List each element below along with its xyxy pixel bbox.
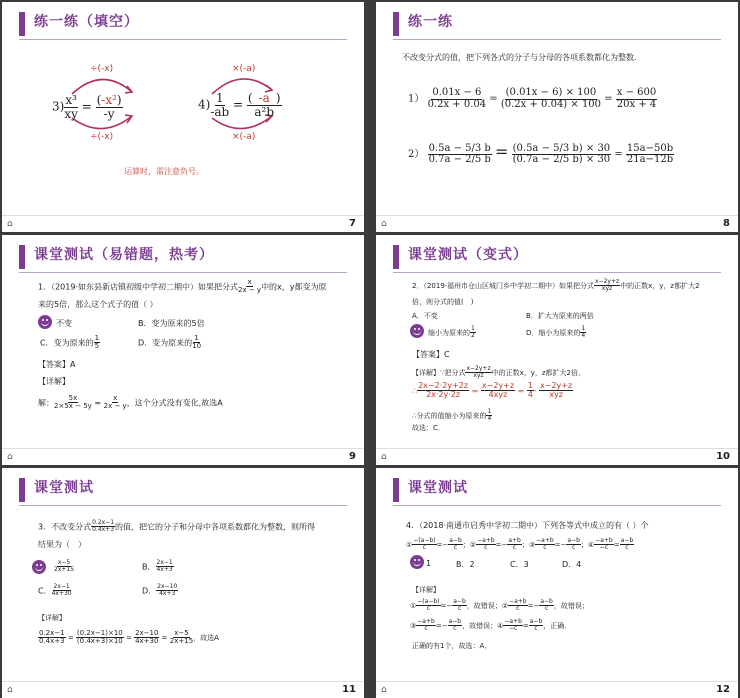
- page-number: 9: [349, 451, 356, 462]
- problem-3-right-fraction: $\frac{\text{(-x²)}}{-y}$: [96, 93, 122, 121]
- top-operation-3: ÷(-x): [90, 64, 114, 74]
- slide-title: 课堂测试: [34, 480, 94, 496]
- option-d[interactable]: D．4: [562, 560, 582, 569]
- expr-1-label: 1）: [408, 93, 425, 105]
- top-operation-4: ×(-a): [232, 64, 256, 74]
- slide-11[interactable]: [2, 468, 364, 698]
- detail-conclusion: 正确的有1个，故选：A．: [412, 642, 492, 650]
- option-c[interactable]: C．变为原来的 $\frac{1}{5}$: [40, 334, 100, 351]
- title-divider: [19, 272, 347, 273]
- question-line-1: 1．（2019·如东县新店镇初级中学初二期中）如果把分式 $\frac{x}{2x - y}$ 中的x，y都变为原: [38, 278, 327, 295]
- detail-derivation: ∴ $\frac{2x-2\cdot 2y+2z}{2x\cdot 2y\cdot 2z}$ = $\frac{x-2y+z}{\text{4xyz}}$ = $\frac{1}{4}$ · $\frac{x-2y+z}{\text{xyz}}$: [412, 381, 573, 400]
- title-accent-bar: [393, 12, 399, 36]
- option-d[interactable]: D． $\frac{2x-10}{4x+3}$: [142, 583, 178, 598]
- question-line-1: 3．不改变分式 $\frac{0.2x-1}{0.4x+3}$ 的值，把它的分子和分母中各项系数都化为整数，则所得: [38, 519, 316, 534]
- option-b[interactable]: B． $\frac{2x-1}{4x+3}$: [142, 559, 173, 574]
- detail-conclusion: ∴分式的值缩小为原来的 $\frac{1}{4}$: [412, 408, 492, 423]
- bottom-operation-3: ÷(-x): [90, 132, 114, 142]
- slide-8[interactable]: [376, 2, 738, 232]
- option-d[interactable]: D．缩小为原来的 $\frac{1}{4}$: [526, 325, 586, 340]
- home-icon[interactable]: ⌂: [381, 685, 387, 695]
- problem-4-label: 4): [198, 97, 211, 112]
- bottom-operation-4: ×(-a): [232, 132, 256, 142]
- expr-1-result: $\frac{x - 600}{20x + 4}$: [616, 87, 657, 110]
- problem-3-left-fraction: $\frac{\text{x³}}{xy}$: [64, 93, 78, 121]
- detail-label: 【详解】: [412, 586, 440, 594]
- expr-2-label: 2）: [408, 149, 425, 160]
- page-number: 12: [716, 684, 730, 695]
- home-icon[interactable]: ⌂: [7, 452, 13, 462]
- problem-4-left-fraction: $\frac{1}{-ab}$: [210, 91, 230, 119]
- question-fraction: $\frac{x}{2x - y}$: [238, 278, 262, 295]
- expr-2-multiplied: $\frac{(0.5a - 5/3 b) \times 30}{(0.7a - 2/5 b) \times 30}$: [512, 142, 611, 165]
- question-line-2: 结果为（ ）: [38, 540, 86, 549]
- problem-3: 3) $\frac{\text{x³}}{xy}$ = $\frac{\text{(-x²)}}{-y}$: [52, 93, 122, 121]
- option-a[interactable]: A．不变: [412, 312, 438, 320]
- instruction-text: 不改变分式的值，把下列各式的分子与分母的各项系数都化为整数.: [402, 53, 637, 62]
- option-c[interactable]: 缩小为原来的 $\frac{1}{2}$: [428, 325, 475, 340]
- expr-2-original: $\frac{0.5a - 5/3 b}{0.7a - 2/5 b}$: [428, 142, 491, 165]
- option-a[interactable]: 不变: [56, 319, 72, 328]
- title-accent-bar: [19, 478, 25, 502]
- home-icon[interactable]: ⌂: [7, 685, 13, 695]
- smiley-answer-icon: [32, 560, 46, 574]
- problem-4-right-fraction: $\frac{( -a )}{\text{a²b}}$: [247, 91, 281, 119]
- page-number: 10: [716, 451, 730, 462]
- answer-label: 【答案】C: [412, 350, 450, 359]
- option-b[interactable]: B．扩大为原来的两倍: [526, 312, 594, 320]
- question-line-1: 2．（2019·福州市仓山区城门乡中学初二期中）如果把分式 $\frac{x-2y+z}{\text{xyz}}$ 中的正数x，y，z都扩大2: [412, 278, 700, 293]
- slide-footer: [2, 448, 364, 465]
- slide-title: 课堂测试（易错题，热考）: [34, 247, 214, 263]
- sign-note: 运算时，需注意负号。: [124, 167, 204, 176]
- smiley-answer-icon: [38, 315, 52, 329]
- slide-10[interactable]: [376, 235, 738, 465]
- detail-line-1: ① $\frac{-(a-b)}{c}$ =− $\frac{a-b}{c}$ ，故错误；② $\frac{-a+b}{c}$ =− $\frac{a-b}{c}$ ，故错误；: [410, 598, 589, 613]
- smiley-answer-icon: [410, 555, 424, 569]
- title-accent-bar: [393, 245, 399, 269]
- expr-1-multiplied: $\frac{(0.01x - 6) \times 100}{(0.2x + 0.04) \times 100}$: [500, 87, 602, 110]
- detail-label: 【详解】: [38, 377, 70, 386]
- title-divider: [19, 505, 347, 506]
- option-c[interactable]: C． $\frac{2x-1}{4x+30}$: [38, 583, 72, 598]
- question-line-2: 倍，则分式的值( ): [412, 298, 474, 306]
- slide-title: 课堂测试: [408, 480, 468, 496]
- slide-title: 练一练（填空）: [34, 14, 139, 30]
- slide-footer: [376, 215, 738, 232]
- title-accent-bar: [19, 245, 25, 269]
- answer-label: 【答案】A: [38, 360, 76, 369]
- title-divider: [393, 272, 721, 273]
- option-b[interactable]: B．变为原来的5倍: [138, 319, 205, 328]
- expr-1-original: $\frac{0.01x - 6}{0.2x + 0.04}$: [427, 87, 487, 110]
- title-divider: [393, 39, 721, 40]
- problem-3-label: 3): [52, 99, 65, 114]
- equation-list: ① $\frac{-(a-b)}{c}$ =− $\frac{a-b}{c}$ ；② $\frac{-a+b}{c}$ =− $\frac{a+b}{c}$ ；③ $\frac{-a+b}{c}$ =− $\frac{a-b}{c}$ ；④ $\frac{-a+b}{-c}$ = $\frac{a-b}{c}$: [406, 537, 634, 552]
- option-a[interactable]: 1: [426, 559, 432, 568]
- option-a[interactable]: $\frac{x-5}{2x+15}$: [54, 559, 75, 574]
- expression-2: 2） $\frac{0.5a - 5/3 b}{0.7a - 2/5 b}$ = $\frac{(0.5a - 5/3 b) \times 30}{(0.7a - 2/5 b) \times 30}$ = $\frac{15a-50b}{21a-12b}$: [408, 142, 674, 165]
- slide-12[interactable]: [376, 468, 738, 698]
- slide-7[interactable]: [2, 2, 364, 232]
- home-icon[interactable]: ⌂: [381, 452, 387, 462]
- page-number: 8: [723, 218, 730, 229]
- detail-line-2: ③ $\frac{-a+b}{c}$ =− $\frac{a-b}{c}$ ，故错误；④ $\frac{-a+b}{-c}$ = $\frac{a-b}{c}$ ，正确.: [410, 618, 567, 633]
- detail-label: 【详解】: [38, 614, 66, 622]
- page-number: 11: [342, 684, 356, 695]
- home-icon[interactable]: ⌂: [381, 219, 387, 229]
- expr-2-result: $\frac{15a-50b}{21a-12b}$: [626, 142, 674, 165]
- slide-9[interactable]: [2, 235, 364, 465]
- title-accent-bar: [393, 478, 399, 502]
- problem-4: 4) $\frac{1}{-ab}$ = $\frac{( -a )}{\text{a²b}}$: [198, 91, 281, 119]
- slide-footer: [2, 681, 364, 698]
- option-c[interactable]: C．3: [510, 560, 529, 569]
- detail-choice: 故选：C．: [412, 424, 445, 432]
- smiley-answer-icon: [410, 324, 424, 338]
- slide-title: 练一练: [408, 14, 453, 30]
- page-number: 7: [349, 218, 356, 229]
- detail-line-1: 【详解】∵把分式 $\frac{x-2y+z}{\text{xyz}}$ 中的正数x，y，z都扩大2倍，: [412, 365, 586, 380]
- detail-derivation: $\frac{0.2x-1}{0.4x+3}$ = $\frac{(0.2x-1)\times 10}{(0.4x+3)\times 10}$ = $\frac{2x-10}{4x+30}$ = $\frac{x-5}{2x+15}$ ，故选A: [39, 629, 219, 646]
- question-line-2: 来的5倍，那么这个式子的值（ ）: [38, 300, 158, 309]
- option-b[interactable]: B．2: [456, 560, 475, 569]
- slide-footer: [376, 448, 738, 465]
- question-text: 4．（2018·南通市启秀中学初二期中）下列各等式中成立的有（ ）个: [406, 521, 649, 530]
- slide-title: 课堂测试（变式）: [408, 247, 528, 263]
- option-d[interactable]: D．变为原来的 $\frac{1}{10}$: [138, 334, 202, 351]
- expression-1: 1） $\frac{0.01x - 6}{0.2x + 0.04}$ = $\frac{(0.01x - 6) \times 100}{(0.2x + 0.04) \times 100}$ = $\frac{x - 600}{20x + 4}$: [408, 87, 657, 110]
- home-icon[interactable]: ⌂: [7, 219, 13, 229]
- solution-line: 解： $\frac{5x}{2\times 5x - 5y}$ = $\frac{x}{2x - y}$ ，这个分式没有变化,故选A: [38, 394, 223, 411]
- slide-footer: [2, 215, 364, 232]
- title-divider: [393, 505, 721, 506]
- slide-footer: [376, 681, 738, 698]
